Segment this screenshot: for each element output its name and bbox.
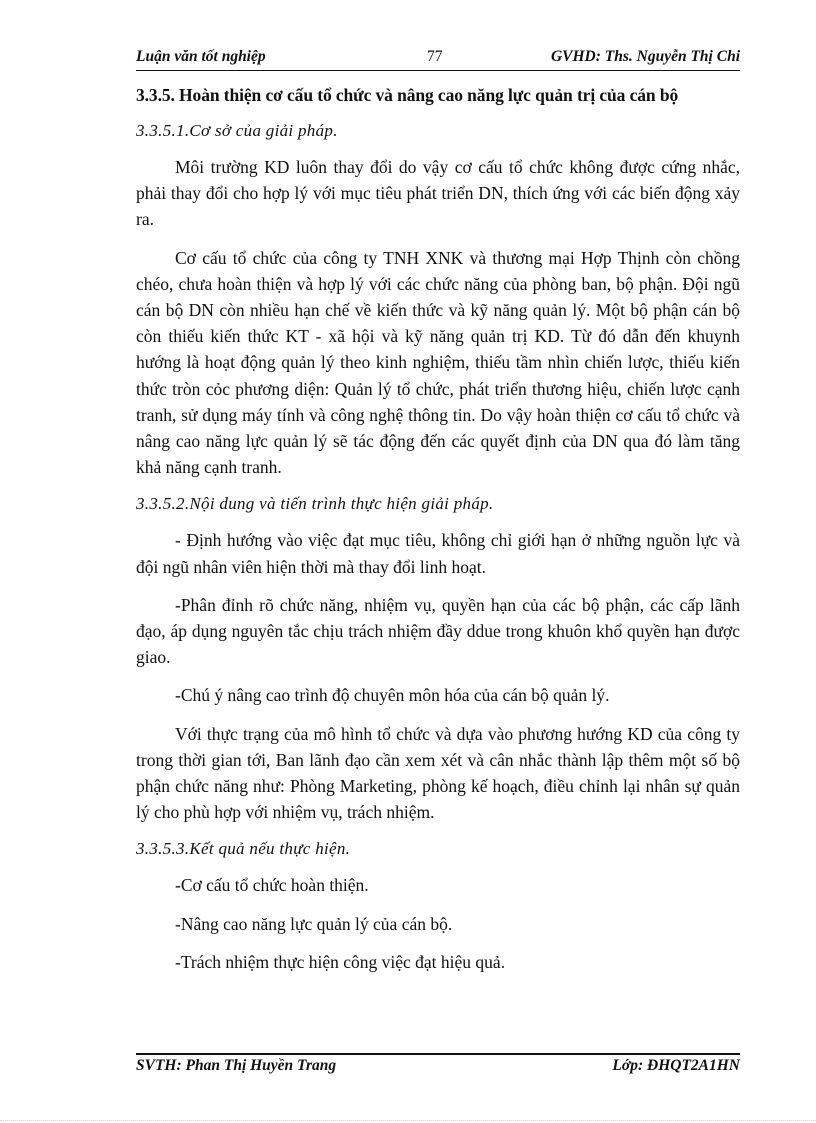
page-content <box>136 84 740 975</box>
subsection-heading-1: 3.3.5.1.Cơ sở của giải pháp. <box>136 121 338 140</box>
paragraph: Với thực trạng của mô hình tổ chức và dựa vào phương hướng KD của công ty trong thời gian tới, Ban lãnh đạo cần xem xét và cân nhắc thành lập thêm một số bộ phận chức năng như: Phòng Marketing, phòng kế hoạch, điều chỉnh lại nhân sự quản lý cho phù hợp với nhiệm vụ, trách nhiệm. <box>136 723 740 823</box>
list-item: -Nâng cao năng lực quản lý của cán bộ. <box>175 913 453 934</box>
paragraph: Môi trường KD luôn thay đổi do vậy cơ cấu tổ chức không được cứng nhắc, phải thay đổi cho hợp lý với mục tiêu phát triển DN, thích ứng với các biến động xảy ra. <box>136 157 740 230</box>
paragraph: Cơ cấu tổ chức của công ty TNH XNK và thương mại Hợp Thịnh còn chồng chéo, chưa hoàn thiện và hợp lý với các chức năng của phòng ban, bộ phận. Đội ngũ cán bộ DN còn nhiều hạn chế về kiến thức và kỹ năng quản lý. Một bộ phận cán bộ còn thiếu kiến thức KT - xã hội và kỹ năng quản trị KD. Từ đó dẫn đến khuynh hướng là hoạt động quản lý theo kinh nghiệm, thiếu tầm nhìn chiến lược, thiếu kiến thức tròn cỏc phương diện: Quản lý tổ chức, phát triển thương hiệu, chiến lược cạnh tranh, sử dụng máy tính và công nghệ thông tin. Do vậy hoàn thiện cơ cấu tổ chức và nâng cao năng lực quản lý sẽ tác động đến các quyết định của DN qua đó làm tăng khả năng cạnh tranh. <box>136 247 740 478</box>
page-footer <box>136 1057 740 1079</box>
subsection-heading-2: 3.3.5.2.Nội dung và tiến trình thực hiện giải pháp. <box>136 494 494 514</box>
paragraph: - Định hướng vào việc đạt mục tiêu, không chỉ giới hạn ở những nguồn lực và đội ngũ nhân viên hiện thời mà thay đổi linh hoạt. <box>136 530 740 577</box>
list-item: -Trách nhiệm thực hiện công việc đạt hiệu quả. <box>175 951 506 972</box>
page-edge-divider <box>0 1120 816 1121</box>
footer-class: Lớp: ĐHQT2A1HN <box>612 1057 740 1074</box>
footer-student: SVTH: Phan Thị Huyền Trang <box>136 1057 337 1074</box>
page-number: 77 <box>427 48 443 65</box>
page-header <box>136 48 740 70</box>
header-divider <box>136 70 740 71</box>
header-advisor: GVHD: Ths. Nguyễn Thị Chi <box>550 48 740 65</box>
header-thesis-label: Luận văn tốt nghiệp <box>136 48 266 65</box>
footer-divider <box>136 1053 740 1055</box>
subsection-heading-3: 3.3.5.3.Kết quả nếu thực hiện. <box>136 839 351 859</box>
paragraph: -Phân đỉnh rõ chức năng, nhiệm vụ, quyền hạn của các bộ phận, các cấp lãnh đạo, áp dụng nguyên tắc chịu trách nhiệm đầy ddue trong khuôn khổ quyền hạn được giao. <box>136 594 740 668</box>
list-item: -Cơ cấu tổ chức hoàn thiện. <box>175 875 369 896</box>
paragraph: -Chú ý nâng cao trình độ chuyên môn hóa của cán bộ quản lý. <box>175 685 610 706</box>
section-heading: 3.3.5. Hoàn thiện cơ cấu tổ chức và nâng cao năng lực quản trị của cán bộ <box>136 85 679 105</box>
